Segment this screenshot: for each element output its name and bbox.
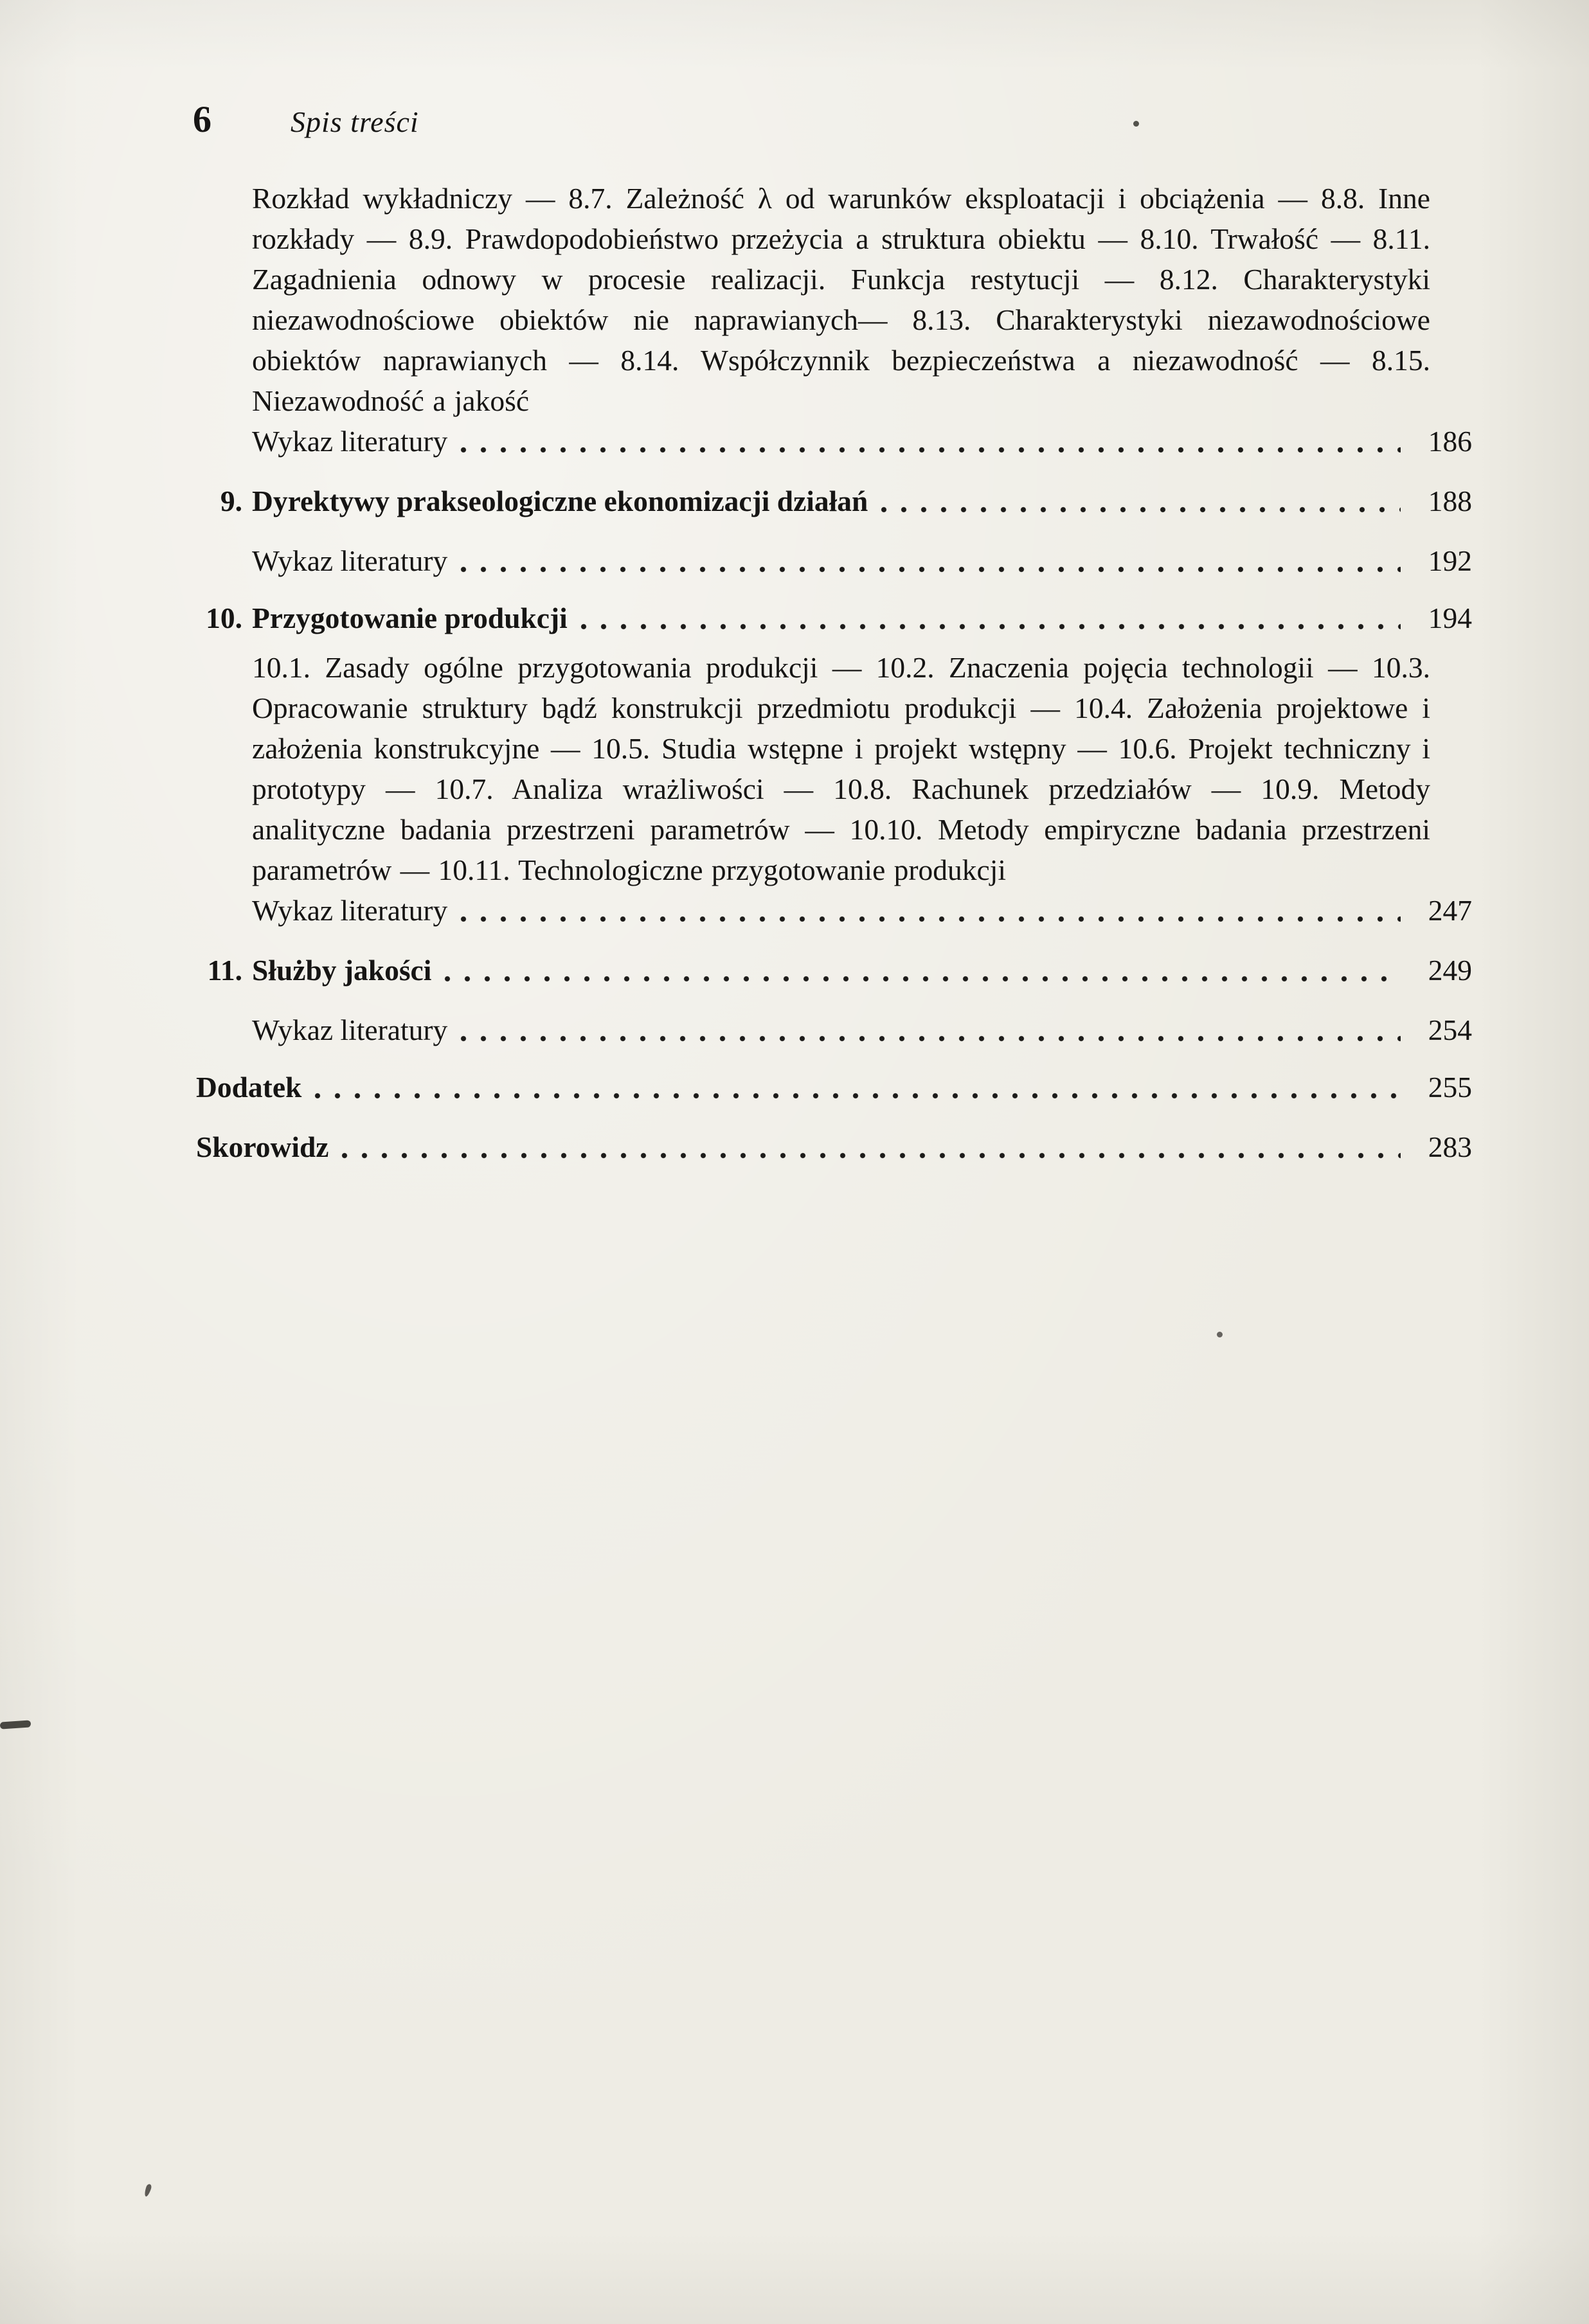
- dot-leader: [460, 566, 1401, 573]
- dot-leader: [341, 1152, 1401, 1159]
- toc-entry-dodatek: [196, 1067, 1472, 1107]
- scan-artifact: [1217, 1332, 1223, 1337]
- toc-entry-page: 194: [1428, 602, 1472, 634]
- toc-entry-literature-8: [252, 421, 1472, 461]
- toc-entry-page: 254: [1428, 1014, 1472, 1046]
- dot-leader: [460, 447, 1401, 453]
- toc-entry-page: 188: [1428, 485, 1472, 517]
- chapter-title: Przygotowanie produkcji: [252, 602, 568, 634]
- toc-entry-literature-10: [252, 890, 1472, 931]
- page-number: 6: [193, 98, 212, 140]
- table-of-contents: [196, 178, 1472, 1167]
- toc-entry-literature-11: [252, 1010, 1472, 1050]
- toc-entry-chapter-10: [196, 598, 1472, 638]
- part-title: Dodatek: [196, 1071, 302, 1104]
- toc-entry-page: 186: [1428, 425, 1472, 458]
- toc-entry-label: Wykaz literatury: [252, 544, 448, 577]
- chapter-title: Służby jakości: [252, 954, 432, 987]
- chapter-number: 9.: [220, 485, 242, 517]
- dot-leader: [444, 976, 1401, 982]
- dot-leader: [460, 1035, 1401, 1042]
- toc-entry-chapter-11: [196, 950, 1472, 990]
- chapter-10-subsection-list: 10.1. Zasady ogólne przygotowania produkcji — 10.2. Znaczenia pojęcia technologii — 10.3. Opracowanie struktury bądź konstrukcji przedmiotu produkcji — 10.4. Założenia projektowe i założenia konstrukcyjne — 10.5. Studia wstępne i projekt wstępny — 10.6. Projekt techniczny i prototypy — 10.7. Analiza wrażliwości — 10.8. Rachunek przedziałów — 10.9. Metody analityczne badania przestrzeni parametrów — 10.10. Metody empiryczne badania przestrzeni parametrów — 10.11. Technologiczne przygotowanie produkcji: [252, 651, 1430, 886]
- running-title: Spis treści: [291, 105, 419, 138]
- running-head: [193, 0, 1589, 141]
- toc-entry-chapter-9: [196, 481, 1472, 521]
- chapter-number: 10.: [206, 602, 242, 634]
- toc-entry-page: 249: [1428, 954, 1472, 987]
- chapter-8-subsection-list: Rozkład wykładniczy — 8.7. Zależność λ od warunków eksploatacji i obciążenia — 8.8. Inne rozkłady — 8.9. Prawdopodobieństwo przeżycia a struktura obiektu — 8.10. Trwałość — 8.11. Zagadnienia odnowy w procesie realizacji. Funkcja restytucji — 8.12. Charakterystyki niezawodnościowe obiektów nie naprawianych— 8.13. Charakterystyki niezawodnościowe obiektów naprawianych — 8.14. Współczynnik bezpieczeństwa a niezawodność — 8.15. Niezawodność a jakość: [252, 182, 1430, 417]
- dot-leader: [314, 1093, 1401, 1099]
- toc-entry-page: 255: [1428, 1071, 1472, 1104]
- toc-entry-label: Wykaz literatury: [252, 894, 448, 927]
- chapter-title: Dyrektywy prakseologiczne ekonomizacji działań: [252, 485, 868, 517]
- toc-entry-literature-9: [252, 541, 1472, 581]
- toc-entry-page: 247: [1428, 894, 1472, 927]
- dot-leader: [460, 916, 1401, 922]
- scan-artifact: [143, 2183, 152, 2197]
- toc-entry-page: 192: [1428, 544, 1472, 577]
- toc-entry-label: Wykaz literatury: [252, 1014, 448, 1046]
- chapter-number: 11.: [207, 954, 242, 987]
- part-title: Skorowidz: [196, 1131, 329, 1163]
- toc-entry-page: 283: [1428, 1131, 1472, 1163]
- scan-artifact: [1133, 121, 1139, 127]
- dot-leader: [881, 506, 1401, 513]
- scan-artifact: [0, 1720, 31, 1729]
- toc-entry-label: Wykaz literatury: [252, 425, 448, 458]
- toc-entry-skorowidz: [196, 1127, 1472, 1167]
- dot-leader: [580, 623, 1401, 630]
